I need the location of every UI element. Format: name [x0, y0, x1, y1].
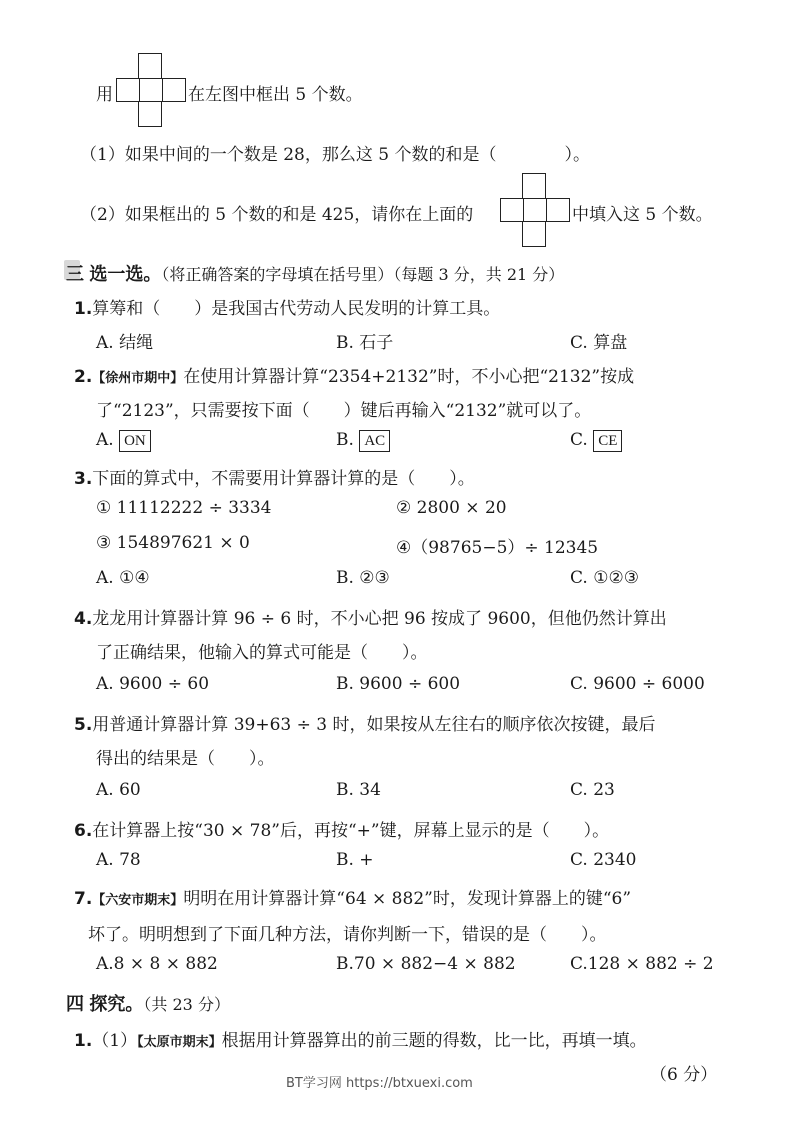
question-4-line-2: 了正确结果，他输入的算式可能是（ ）。 [96, 643, 428, 663]
question-7 [74, 884, 631, 909]
option-a: A. 78 [96, 850, 141, 870]
section-4-number: 四 [66, 994, 84, 1015]
ac-key: AC [359, 430, 390, 452]
option-c: C. 2340 [570, 850, 637, 870]
question-text: 根据用计算器算出的前三题的得数，比一比，再填一填。 [221, 1031, 647, 1051]
section-3-heading [66, 260, 564, 286]
question-number: 5. [74, 715, 93, 735]
question-source: 【六安市期末】 [92, 893, 184, 908]
question-text: 在使用计算器计算“2354+2132”时，不小心把“2132”按成 [183, 367, 635, 387]
item-4: ④（98765−5）÷ 12345 [396, 538, 599, 558]
question-number: 3. [74, 469, 93, 489]
question-source: 【徐州市期中】 [92, 371, 184, 386]
option-a: A. 60 [96, 780, 141, 800]
score-label: （6 分） [650, 1065, 718, 1085]
section-4-question-1 [74, 1026, 647, 1051]
intro-suffix: 在左图中框出 5 个数。 [188, 85, 363, 105]
question-text: 明明在用计算器计算“64 × 882”时，发现计算器上的键“6” [183, 889, 632, 909]
option-a: A. 结绳 [96, 333, 154, 353]
question-text: 用普通计算器计算 39+63 ÷ 3 时，如果按从左往右的顺序依次按键，最后 [92, 715, 656, 735]
question-number: 1. [74, 1031, 93, 1051]
option-c: C.128 × 882 ÷ 2 [570, 954, 714, 974]
footer-watermark[interactable]: BT学习网 https://btxuexi.com [286, 1076, 473, 1091]
option-a: A.8 × 8 × 882 [96, 954, 218, 974]
question-text: 下面的算式中，不需要用计算器计算的是（ ）。 [92, 469, 475, 489]
question-number: 2. [74, 367, 93, 387]
option-b: B. ②③ [336, 568, 390, 588]
option-c: C. 9600 ÷ 6000 [570, 674, 705, 694]
ce-key: CE [593, 430, 622, 452]
question-3 [74, 464, 475, 489]
item-2: ② 2800 × 20 [396, 498, 507, 518]
sub-question-2-prefix: （2）如果框出的 5 个数的和是 425，请你在上面的 [80, 205, 474, 225]
intro-prefix: 用 [96, 85, 113, 105]
question-number: 7. [74, 889, 93, 909]
option-c: C. 算盘 [570, 333, 628, 353]
option-b: B. AC [336, 430, 390, 452]
question-text: 在计算器上按“30 × 78”后，再按“+”键，屏幕上显示的是（ ）。 [92, 821, 610, 841]
question-part: （1） [92, 1031, 138, 1051]
option-b: B. + [336, 850, 374, 870]
sub-question-1: （1）如果中间的一个数是 28，那么这 5 个数的和是（ ）。 [80, 145, 590, 165]
question-2-line-2: 了“2123”，只需要按下面（ ）键后再输入“2132”就可以了。 [96, 401, 592, 421]
option-a: A. ①④ [96, 568, 150, 588]
question-number: 4. [74, 609, 93, 629]
question-6 [74, 816, 609, 841]
question-7-line-2: 坏了。明明想到了下面几种方法，请你判断一下，错误的是（ ）。 [88, 925, 607, 945]
section-4-heading [66, 990, 230, 1016]
option-b: B. 石子 [336, 333, 394, 353]
sub-question-2-suffix: 中填入这 5 个数。 [572, 205, 713, 225]
option-c: C. 23 [570, 780, 615, 800]
question-text: 龙龙用计算器计算 96 ÷ 6 时，不小心把 96 按成了 9600，但他仍然计算出 [92, 609, 667, 629]
question-text: 算筹和（ ）是我国古代劳动人民发明的计算工具。 [92, 299, 501, 319]
question-source: 【太原市期末】 [137, 1035, 222, 1050]
section-4-note: （共 23 分） [143, 995, 230, 1014]
question-1 [74, 294, 500, 319]
question-5 [74, 710, 655, 735]
option-b: B. 34 [336, 780, 381, 800]
item-3: ③ 154897621 × 0 [96, 533, 250, 553]
question-5-line-2: 得出的结果是（ ）。 [96, 749, 275, 769]
question-2 [74, 362, 634, 387]
option-c: C. CE [570, 430, 622, 452]
item-1: ① 11112222 ÷ 3334 [96, 498, 272, 518]
option-a: A. 9600 ÷ 60 [96, 674, 210, 694]
section-3-number: 三 [66, 264, 84, 285]
option-b: B.70 × 882−4 × 882 [336, 954, 516, 974]
question-4 [74, 604, 667, 629]
on-key: ON [119, 430, 151, 452]
option-c: C. ①②③ [570, 568, 639, 588]
section-4-title: 探究。 [89, 994, 144, 1015]
option-b: B. 9600 ÷ 600 [336, 674, 461, 694]
section-3-title: 选一选。 [89, 264, 162, 285]
option-a: A. ON [96, 430, 151, 452]
section-3-note: （将正确答案的字母填在括号里）（每题 3 分，共 21 分） [161, 265, 565, 284]
question-number: 6. [74, 821, 93, 841]
question-number: 1. [74, 299, 93, 319]
